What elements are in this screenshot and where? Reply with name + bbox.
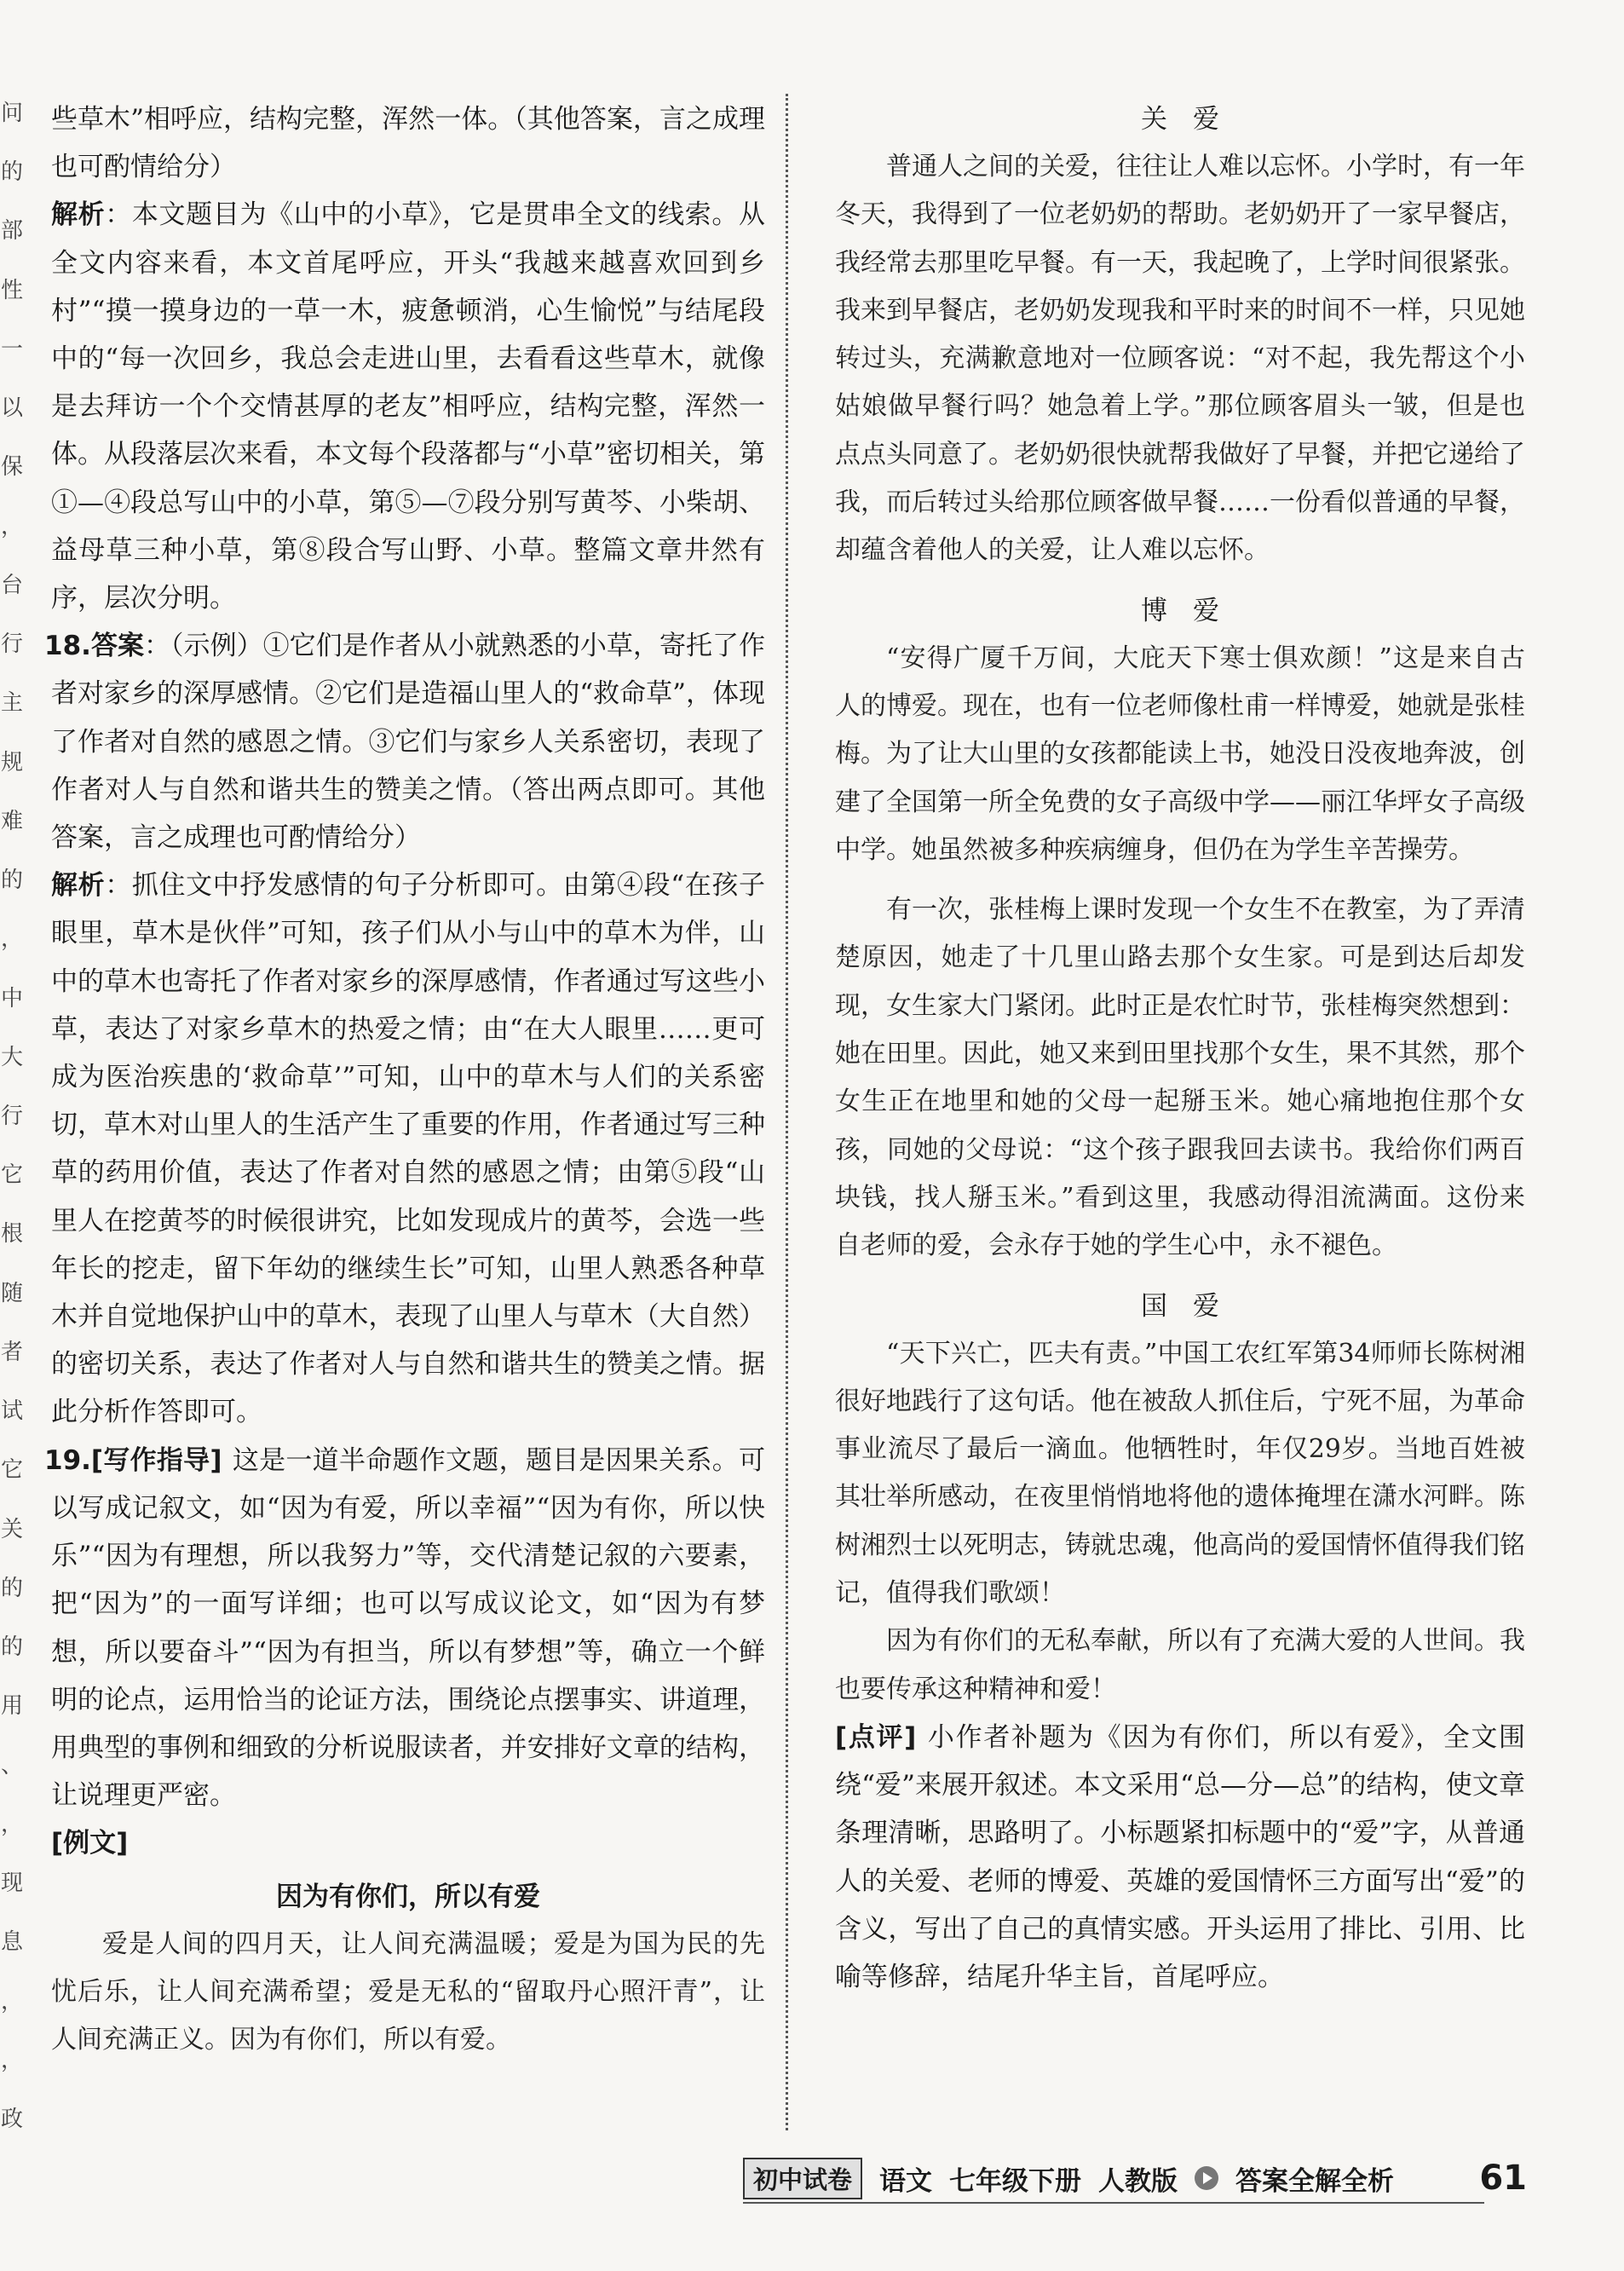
footer-grade: 七年级下册 [949,2165,1082,2197]
margin-char: 、 [0,1752,23,1778]
analysis-17-text: ：本文题目为《山中的小草》，它是贯串全文的线索。从全文内容来看，本文首尾呼应，开头“我越来越喜欢回到乡村”“摸一摸身边的一草一木，疲惫顿消，心生愉悦”与结尾段中的“每一次回乡，我总会走进山里，去看看这些草木，就像是去拜访一个个交情甚厚的老友”相呼应，结构完整，浑然一体。从段落层次来看，本文每个段落都与“小草”密切相关，第①—④段总写山中的小草，第⑤—⑦段分别写黄芩、小柴胡、益母草三种小草，第⑧段合写山野、小草。整篇文章井然有序，层次分明。 [51,199,766,614]
question-number-18: 18. [44,631,91,662]
margin-char: 以 [0,395,23,422]
essay-paragraph: 因为有你们的无私奉献，所以有了充满大爱的人世间。我也要传承这种精神和爱！ [835,1626,1525,1704]
margin-char: 大 [0,1044,23,1070]
page-number: 61 [1479,2159,1527,2198]
essay-subtitle: 国爱 [1141,1290,1245,1322]
margin-char: ， [0,513,23,539]
margin-char: 的 [0,159,23,186]
margin-char: 它 [0,1162,23,1189]
left-column [44,95,766,2064]
margin-char: 的 [0,1634,23,1661]
margin-char: 政 [0,2106,23,2132]
margin-char: 行 [0,1103,23,1129]
footer-section: 答案全解全析 [1235,2165,1395,2197]
margin-char: 者 [0,1339,23,1365]
analysis-18-text: ：抓住文中抒发感情的句子分析即可。由第④段“在孩子眼里，草木是伙伴”可知，孩子们从小与山中的草木为伴，山中的草木也寄托了作者对家乡的深厚感情，作者通过写这些小草，表达了对家乡草木的热爱之情；由“在大人眼里……更可成为医治疾患的‘救命草’”可知，山中的草木与人们的关系密切，草木对山里人的生活产生了重要的作用，作者通过写三种草的药用价值，表达了作者对自然的感恩之情；由第⑤段“山里人在挖黄芩的时候很讲究，比如发现成片的黄芩，会选一些年长的挖走，留下年幼的继续生长”可知，山里人熟悉各种草木并自觉地保护山中的草木，表现了山里人与草木（大自然）的密切关系，表达了作者对人与自然和谐共生的赞美之情。据此分析作答即可。 [51,870,765,1428]
comment [835,1714,1525,2001]
answer-17-tail: 些草木”相呼应，结构完整，浑然一体。（其他答案，言之成理也可酌情给分） [51,104,765,183]
margin-char: 行 [0,631,23,658]
writing-guide-label: [写作指导] [90,1444,222,1476]
essay-paragraph: 有一次，张桂梅上课时发现一个女生不在教室，为了弄清楚原因，她走了十几里山路去那个女生家。可是到达后却发现，女生家大门紧闭。此时正是农忙时节，张桂梅突然想到：她在田里。因此，她又来到田里找那个女生，果不其然，那个女生正在地里和她的父母一起掰玉米。她心痛地抱住那个女孩，同她的父母说：“这个孩子跟我回去读书。我给你们两百块钱，找人掰玉米。”看到这里，我感动得泪流满面。这份来自老师的爱，会永存于她的学生心中，永不褪色。 [835,895,1525,1261]
footer-subject: 语文 [879,2165,933,2197]
example-label: [例文] [51,1828,129,1859]
margin-char: ， [0,1988,23,2015]
margin-char: ， [0,2047,23,2073]
margin-char: 用 [0,1693,23,1720]
margin-char: 息 [0,1929,23,1956]
margin-char: 随 [0,1280,23,1306]
margin-char: 的 [0,1575,23,1601]
answer-label: 答案 [90,631,144,662]
margin-char: 关 [0,1516,23,1542]
right-column [835,95,1525,2001]
margin-char: 性 [0,277,23,303]
column-divider [786,94,788,2130]
essay-paragraph: “天下兴亡，匹夫有责。”中国工农红军第34师师长陈树湘很好地践行了这句话。他在被敌人抓住后，宁死不屈，为革命事业流尽了最后一滴血。他牺牲时，年仅29岁。当地百姓被其壮举所感动，在夜里悄悄地将他的遗体掩埋在潇水河畔。陈树湘烈士以死明志，铸就忠魂，他高尚的爱国情怀值得我们铭记，值得我们歌颂！ [835,1338,1525,1609]
comment-label: [点评] [835,1721,917,1753]
margin-char: 一 [0,336,23,362]
page-footer [743,2156,1527,2200]
margin-char: 的 [0,867,23,894]
essay-paragraph: 爱是人间的四月天，让人间充满温暖；爱是为国为民的先忧后乐，让人间充满希望；爱是无私的“留取丹心照汗青”，让人间充满正义。因为有你们，所以有爱。 [51,1928,765,2055]
margin-char: 规 [0,749,23,775]
essay-title: 因为有你们，所以有爱 [276,1881,540,1912]
binding-margin-text [0,102,24,2130]
analysis-label: 解析 [51,199,106,231]
essay-subtitle: 关爱 [1141,104,1245,135]
margin-char: 部 [0,218,23,245]
margin-char: 问 [0,101,23,126]
series-badge: 初中试卷 [743,2158,862,2199]
answer-18-text: ：（示例）①它们是作者从小就熟悉的小草，寄托了作者对家乡的深厚感情。②它们是造福山里人的“救命草”，体现了作者对自然的感恩之情。③它们与家乡人关系密切，表现了作者对人与自然和谐共生的赞美之情。（答出两点即可。其他答案，言之成理也可酌情给分） [51,631,766,854]
margin-char: 保 [0,454,23,481]
question-number-19: 19. [44,1444,91,1476]
margin-char: 试 [0,1398,23,1425]
analysis-17 [51,191,765,622]
margin-char: 中 [0,985,23,1012]
margin-char: 它 [0,1457,23,1484]
margin-char: ， [0,926,23,953]
margin-char: 台 [0,572,23,598]
margin-char: ， [0,1811,23,1837]
writing-guide-19 [44,1437,765,1820]
essay-paragraph: “安得广厦千万间，大庇天下寒士俱欢颜！”这是来自古人的博爱。现在，也有一位老师像杜甫一样博爱，她就是张桂梅。为了让大山里的女孩都能读上书，她没日没夜地奔波，创建了全国第一所全免费的女子高级中学——丽江华坪女子高级中学。她虽然被多种疾病缠身，但仍在为学生辛苦操劳。 [835,643,1525,865]
writing-guide-text: 这是一道半命题作文题，题目是因果关系。可以写成记叙文，如“因为有爱，所以幸福”“因为有你，所以快乐”“因为有理想，所以我努力”等，交代清楚记叙的六要素，把“因为”的一面写详细；也可以写成议论文，如“因为有梦想，所以要奋斗”“因为有担当，所以有梦想”等，确立一个鲜明的论点，运用恰当的论证方法，围绕论点摆事实、讲道理，用典型的事例和细致的分析说服读者，并安排好文章的结构，让说理更严密。 [51,1444,765,1812]
footer-rule [743,2202,1484,2204]
footer-edition: 人教版 [1098,2165,1178,2197]
margin-char: 主 [0,690,23,717]
play-arrow-icon [1195,2166,1218,2190]
margin-char: 难 [0,808,23,834]
analysis-18 [51,862,765,1436]
margin-char: 现 [0,1870,23,1897]
margin-char: 根 [0,1221,23,1248]
essay-paragraph: 普通人之间的关爱，往往让人难以忘怀。小学时，有一年冬天，我得到了一位老奶奶的帮助。老奶奶开了一家早餐店，我经常去那里吃早餐。有一天，我起晚了，上学时间很紧张。我来到早餐店，老奶奶发现我和平时来的时间不一样，只见她转过头，充满歉意地对一位顾客说：“对不起，我先帮这个小姑娘做早餐行吗？她急着上学。”那位顾客眉头一皱，但是也点点头同意了。老奶奶很快就帮我做好了早餐，并把它递给了我，而后转过头给那位顾客做早餐……一份看似普通的早餐，却蕴含着他人的关爱，让人难以忘怀。 [835,152,1525,566]
essay-subtitle: 博爱 [1141,595,1245,626]
comment-text: 小作者补题为《因为有你们，所以有爱》，全文围绕“爱”来展开叙述。本文采用“总—分—总”的结构，使文章条理清晰，思路明了。小标题紧扣标题中的“爱”字，从普通人的关爱、老师的博爱、英雄的爱国情怀三方面写出“爱”的含义，写出了自己的真情实感。开头运用了排比、引用、比喻等修辞，结尾升华主旨，首尾呼应。 [835,1721,1525,1992]
answer-18 [44,622,766,862]
analysis-label: 解析 [51,870,106,902]
